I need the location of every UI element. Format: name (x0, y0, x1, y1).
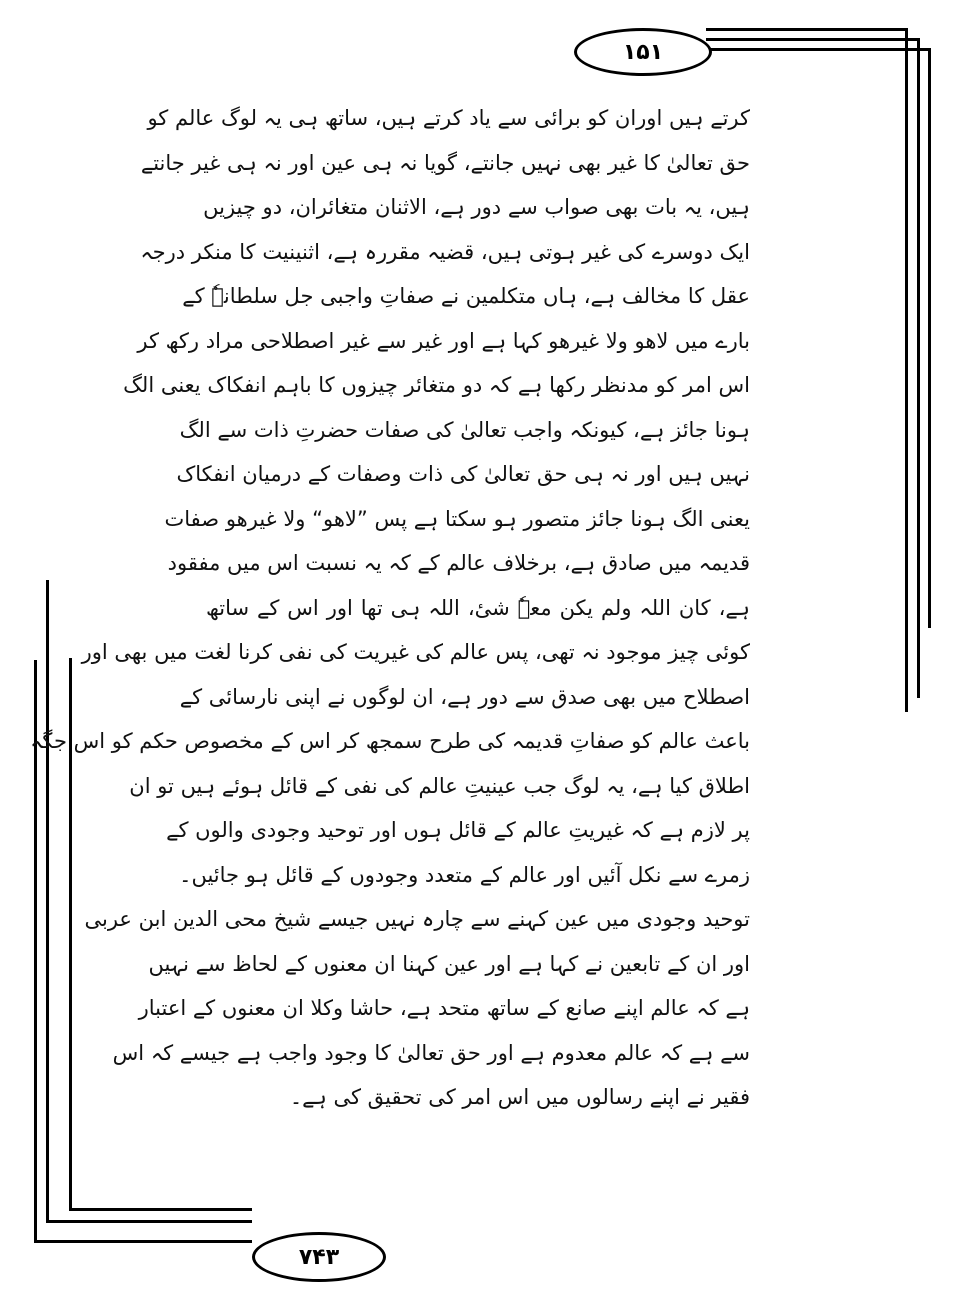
frame-left-line-1 (46, 580, 49, 1220)
text-line: زمرے سے نکل آئیں اور عالم کے متعدد وجودوں کے قائل ہو جائیں۔ (179, 862, 750, 887)
top-page-number: ۱۵۱ (574, 28, 712, 76)
bottom-page-number: ۷۴۳ (252, 1232, 386, 1282)
text-line: سے ہے کہ عالم معدوم ہے اور حق تعالیٰ کا وجود واجب ہے جیسے کہ اس (112, 1040, 750, 1065)
frame-bottom-line-3 (34, 1240, 252, 1243)
text-line: پر لازم ہے کہ غیریتِ عالم کے قائل ہوں اور توحید وجودی والوں کے (166, 818, 750, 842)
text-line: حق تعالیٰ کا غیر بھی نہیں جانتے، گویا نہ ہی عین اور نہ ہی غیر جانتے (140, 150, 750, 175)
frame-bottom-line-2 (46, 1220, 252, 1223)
text-line: اس امر کو مدنظر رکھا ہے کہ دو متغائر چیزوں کا باہم انفکاک یعنی الگ (123, 373, 750, 397)
text-line: ہے کہ عالم اپنے صانع کے ساتھ متحد ہے، حاشا وکلا ان معنوں کے اعتبار (138, 996, 750, 1020)
page-body-text (30, 96, 750, 1120)
frame-bottom-line-1 (69, 1208, 252, 1211)
text-line: کرتے ہیں اوران کو برائی سے یاد کرتے ہیں، ساتھ ہی یہ لوگ عالم کو (147, 106, 750, 130)
frame-top-line-1 (706, 28, 906, 31)
text-line: کوئی چیز موجود نہ تھی، پس عالم کی غیریت کی نفی کرنا لغت میں بھی اور (81, 640, 750, 664)
frame-right-line-1 (905, 28, 908, 712)
text-line: عقل کا مخالف ہے، ہاں متکلمین نے صفاتِ واجبی جل سلطانہٗ کے (182, 284, 750, 308)
text-line: ہیں، یہ بات بھی صواب سے دور ہے، الاثنان متغائران، دو چیزیں (203, 195, 750, 219)
text-line: اصطلاح میں بھی صدق سے دور ہے، ان لوگوں نے اپنی نارسائی کے (179, 684, 750, 709)
frame-right-line-3 (928, 48, 931, 628)
text-line: ہونا جائز ہے، کیونکہ واجب تعالیٰ کی صفات حضرتِ ذات سے الگ (179, 417, 750, 442)
text-line: اور ان کے تابعین نے کہا ہے اور عین کہنا ان معنوں کے لحاظ سے نہیں (148, 951, 750, 976)
text-line: باعث عالم کو صفاتِ قدیمہ کی طرح سمجھ کر اس کے مخصوص حکم کو اس جگہ (30, 729, 750, 753)
text-line: ہے، کان اللہ ولم یکن معہٗ شیٔ، اللہ ہی تھا اور اس کے ساتھ (206, 595, 750, 620)
text-line: اطلاق کیا ہے، یہ لوگ جب عینیتِ عالم کی نفی کے قائل ہوئے ہیں تو ان (129, 773, 750, 798)
text-line: توحید وجودی میں عین کہنے سے چارہ نہیں جیسے شیخ محی الدین ابن عربی (84, 907, 750, 931)
text-line: ایک دوسرے کی غیر ہوتی ہیں، قضیہ مقررہ ہے، اثنینیت کا منکر درجہ (140, 239, 750, 264)
frame-top-line-2 (706, 38, 918, 41)
text-line: فقیر نے اپنے رسالوں میں اس امر کی تحقیق کی ہے۔ (289, 1085, 750, 1109)
text-line: بارے میں لاھو ولا غیرھو کہا ہے اور غیر سے غیر اصطلاحی مراد رکھ کر (137, 328, 750, 353)
text-line: قدیمہ میں صادق ہے، برخلاف عالم کے کہ یہ نسبت اس میں مفقود (167, 551, 750, 575)
text-line: نہیں ہیں اور نہ ہی حق تعالیٰ کی ذات وصفات کے درمیان انفکاک (176, 462, 750, 486)
text-line: یعنی الگ ہونا جائز متصور ہو سکتا ہے پس ”لاھو“ ولا غیرھو صفات (164, 506, 750, 531)
frame-right-line-2 (917, 38, 920, 698)
frame-top-line-3 (706, 48, 930, 51)
